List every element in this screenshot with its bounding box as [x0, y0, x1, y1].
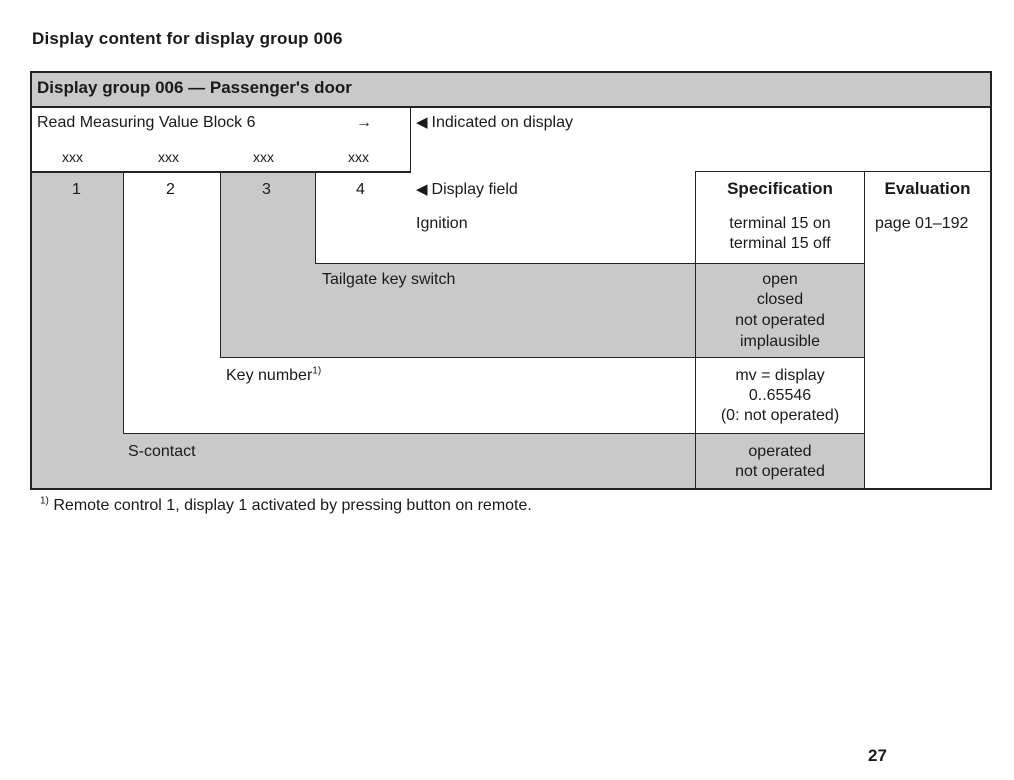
display-field-header [416, 180, 518, 200]
border-top [30, 71, 992, 73]
left-pointer-icon: ◀ [416, 181, 428, 198]
footnote-marker: 1) [40, 495, 49, 507]
row-ignition-spec-1: terminal 15 on [729, 215, 831, 232]
field-number-3: 3 [262, 181, 271, 198]
page-heading: Display content for display group 006 [32, 29, 343, 48]
border-bottom [30, 488, 992, 490]
indicated-on-display [416, 113, 573, 133]
ignition-bottom [315, 263, 864, 264]
header-row-divider [695, 171, 992, 172]
indicated-label: Indicated on display [431, 114, 573, 131]
key-number-label: Key number [226, 367, 313, 384]
field-2-right [220, 172, 221, 358]
page-number: 27 [868, 746, 887, 765]
field-number-1: 1 [72, 181, 81, 198]
row-tailgate-spec-2: closed [756, 291, 804, 308]
row-s-contact-name: S-contact [128, 443, 196, 460]
footnote-text: Remote control 1, display 1 activated by pressing button on remote. [53, 497, 532, 514]
border-left [30, 71, 32, 490]
border-right [990, 71, 992, 490]
row-key-number-spec-2: 0..65546 [748, 387, 812, 404]
field-number-2: 2 [166, 181, 175, 198]
placeholder-right [410, 106, 411, 172]
eval-left [864, 172, 865, 489]
row-tailgate-spec-1: open [762, 271, 798, 288]
field-1-right [123, 172, 124, 434]
row-key-number-spec-1: mv = display [735, 367, 825, 384]
row-ignition-spec-2: terminal 15 off [729, 235, 831, 252]
row-tailgate-spec-3: not operated [735, 312, 825, 329]
footnote [40, 497, 532, 515]
key-number-bottom [123, 433, 864, 434]
row-key-number-spec-3: (0: not operated) [720, 407, 840, 424]
display-field-label: Display field [431, 181, 518, 198]
title-divider [30, 106, 992, 108]
read-arrow: → [356, 114, 372, 131]
read-block-label: Read Measuring Value Block 6 [37, 114, 256, 131]
placeholder-1: xxx [62, 149, 83, 165]
placeholder-4: xxx [348, 149, 369, 165]
evaluation-header: Evaluation [884, 179, 971, 198]
placeholder-3: xxx [253, 149, 274, 165]
row-s-contact-spec-1: operated [748, 443, 812, 460]
row-ignition-name: Ignition [416, 215, 468, 232]
row-tailgate-name: Tailgate key switch [322, 271, 456, 288]
row-key-number-name [226, 366, 321, 386]
footnote-ref: 1) [312, 365, 322, 377]
row-tailgate-spec-4: implausible [739, 333, 821, 350]
specification-header: Specification [727, 179, 833, 198]
evaluation-reference: page 01–192 [875, 215, 969, 232]
field-number-4: 4 [356, 181, 365, 198]
field-1-shade [30, 172, 123, 489]
left-pointer-icon: ◀ [416, 114, 428, 131]
placeholder-2: xxx [158, 149, 179, 165]
table-title: Display group 006 — Passenger's door [37, 78, 352, 97]
row-s-contact-spec-2: not operated [735, 463, 825, 480]
tailgate-bottom [220, 357, 864, 358]
field-3-right [315, 172, 316, 264]
